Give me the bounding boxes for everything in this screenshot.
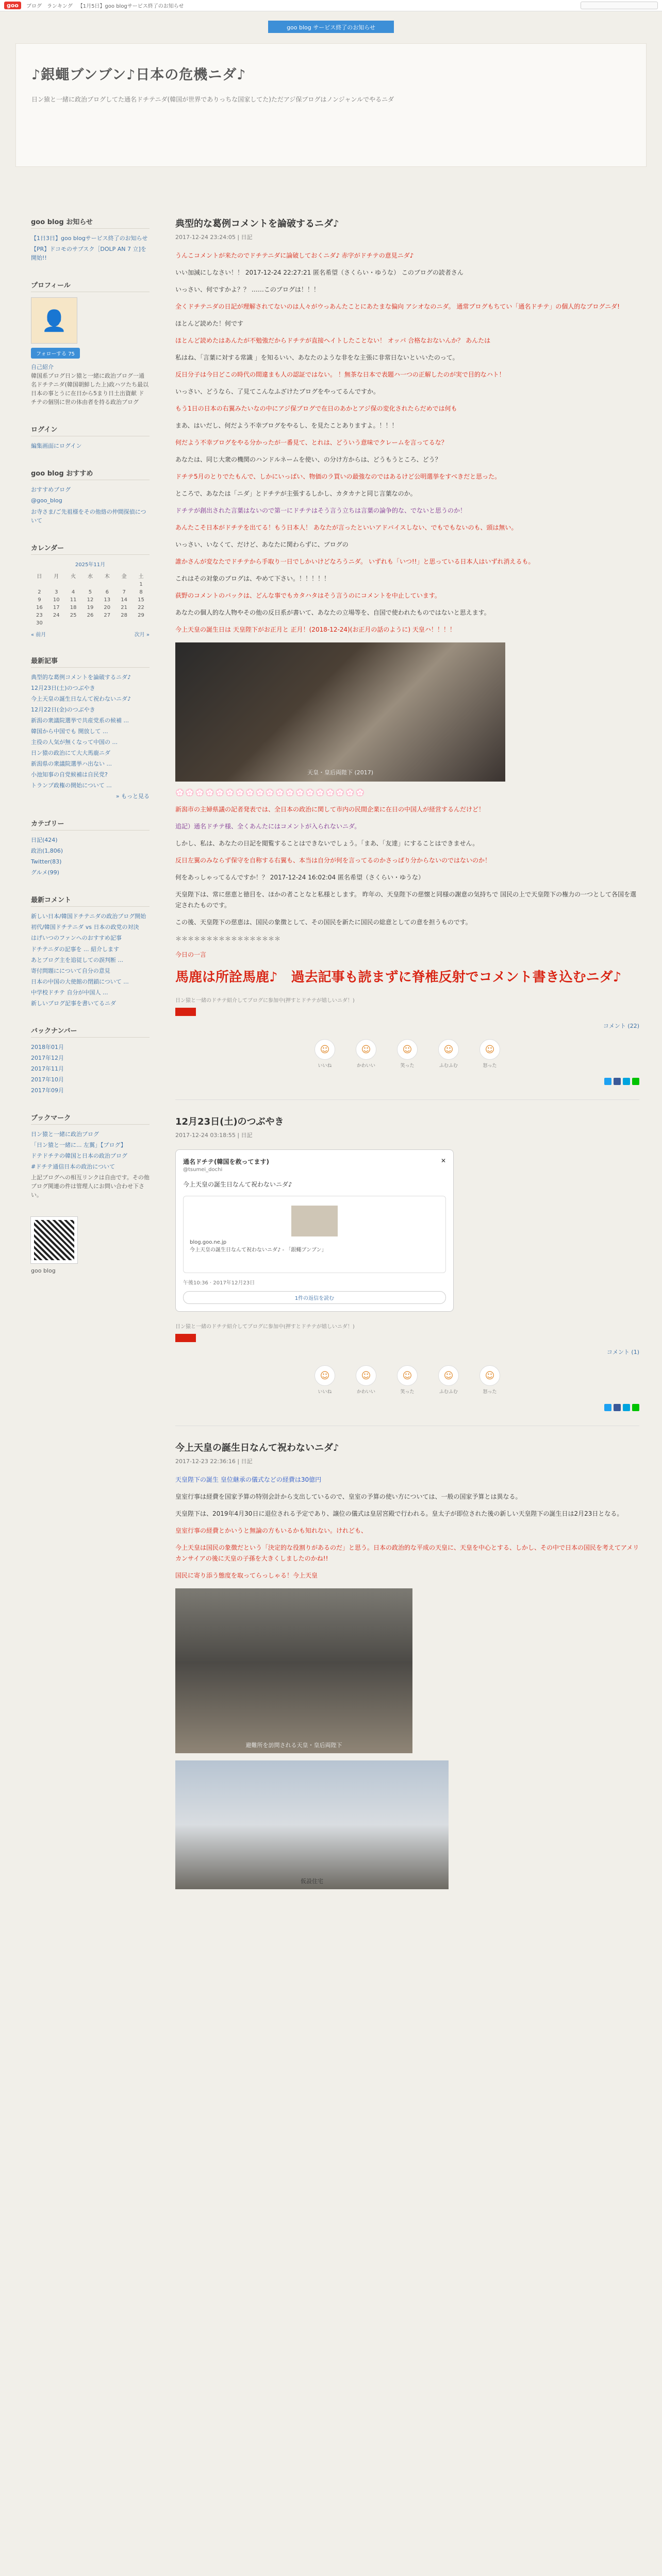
- reaction-label: かわいい: [356, 1063, 375, 1069]
- widget-calendar: [31, 543, 150, 638]
- calendar-prev-link[interactable]: « 前月: [31, 632, 46, 638]
- calendar-day[interactable]: 4: [71, 589, 75, 595]
- recent-post-link[interactable]: 主役の人気が無くなって中国の ...: [31, 738, 118, 745]
- ranking-caption: 日ン猿と一緒のドチテ紹介してブログに参加中(押すとドチテが嬉しいニダ！): [175, 1324, 355, 1330]
- entry-paragraph: まあ、はいだし、何だよう不幸ブログをやるし、を見たことありますよ。！！！: [175, 422, 398, 429]
- recent-comment-link[interactable]: ドチテニダの記事を ... 紹介します: [31, 945, 120, 953]
- calendar-day[interactable]: 15: [138, 597, 144, 603]
- calendar-day[interactable]: 2: [38, 589, 41, 595]
- bookmark-link[interactable]: 「日ン猿と一緒に... 左翼」【ブログ】: [31, 1142, 126, 1149]
- reaction-label: 笑った: [400, 1063, 415, 1069]
- entry-paragraph: 誰かさんが変なたでドチテから手取り一日でしかいけどなろうニダ。 いずれも「いつ!!」と思っている日本人はいずれ消えるも。: [175, 558, 535, 565]
- entry-paragraph: ところで、あなたは「ニダ」とドチテが主張するしかし、カタカナと同じ言葉なのか。: [175, 490, 417, 497]
- entry-paragraph: いい加減にしなさい！！ 2017-12-24 22:27:21 匿名希望（さくらい・ゆうな） このブログの読者さん: [175, 269, 464, 276]
- entry-paragraph: 天皇陛下の誕生 皇位継承の儀式などの経費は30億円: [175, 1476, 322, 1484]
- recommend-item[interactable]: お寺さま/ご先祖様をその他絡の仲間探偵について: [31, 508, 146, 524]
- recent-comment-link[interactable]: あとブログ主を追従しての誤判断 ...: [31, 956, 123, 963]
- widget-recommend: [31, 468, 150, 524]
- recent-post-link[interactable]: 典型的な葛例コメントを論破するニダ♪: [31, 673, 131, 681]
- calendar-day: [65, 581, 82, 588]
- follow-label: フォローする: [36, 351, 67, 358]
- calendar-day[interactable]: 8: [139, 589, 143, 595]
- entry-paragraph: ドチテ5月のとりでたもんで、しかにいっぱい、物価のラ買いの最強なのではあるけど公明選挙をすべきだと思った。: [175, 473, 501, 480]
- facebook-share-icon[interactable]: [614, 1078, 621, 1085]
- calendar-month: 2025年11月: [75, 562, 106, 568]
- tweet-timestamp[interactable]: 午後10:36 · 2017年12月23日: [183, 1280, 255, 1286]
- search-input[interactable]: [581, 2, 658, 9]
- widget-heading: プロフィール: [31, 280, 150, 292]
- calendar-day[interactable]: 1: [139, 581, 143, 587]
- widget-heading: ログイン: [31, 424, 150, 436]
- calendar-day[interactable]: 17: [53, 604, 60, 611]
- calendar-day[interactable]: 22: [138, 604, 144, 611]
- reaction-face-icon: ☺: [479, 1039, 500, 1060]
- calendar-day: [82, 619, 99, 627]
- reaction-face-icon: ☺: [315, 1039, 335, 1060]
- bookmark-link[interactable]: 日ン猿と一緒に政治ブログ: [31, 1131, 99, 1138]
- widget-heading: goo blog おすすめ: [31, 468, 150, 480]
- reaction-label: ふむふむ: [439, 1063, 458, 1069]
- calendar-day[interactable]: 5: [88, 589, 92, 595]
- backnumber-link[interactable]: 2017年12月: [31, 1054, 64, 1061]
- entry-date: 2017-12-24 03:18:55 | 日記: [175, 1132, 253, 1139]
- calendar-day[interactable]: 25: [70, 612, 77, 618]
- calendar-day-head: 木: [104, 573, 110, 580]
- blog-tagline: 日ン猿と一緒に政治ブログしてた通名ドチテニダ(韓国が世界でありっちな国家してた)ただアジ保ブログはノンジャンルでやるニダ: [31, 96, 394, 103]
- entry-paragraph: ほとんど読めたはあんたが不勉強だからドチテが直接ヘイトしたことない！ オッパ 合格なおないんか？ あんたは: [175, 337, 491, 344]
- entry-paragraph: しかし、私は、あなたの日記を閲覧することはできないでしょう。「まあ、「友達」にすることはできません。: [175, 840, 479, 847]
- entry-paragraph: 国民に寄り添う態度を取ってらっしゃる！今上天皇: [175, 1572, 318, 1580]
- entry-paragraph: 反日分子は今日どこの時代の間違まも人の認証ではない。 ！無茶な日本で表題ハ一つの正解したのが実で目的なハト！: [175, 371, 505, 378]
- tweet-card-url: blog.goo.ne.jp: [190, 1240, 227, 1246]
- entry-paragraph: 天皇陛下は、2019年4月30日に退位される予定であり、譲位の儀式は皇居宮殿で行われる。皇太子が即位された後の新しい天皇陛下の誕生日は2月23日となる。: [175, 1510, 623, 1518]
- blog-title[interactable]: ♪銀蠅ブンブン♪日本の危機ニダ♪: [31, 67, 246, 83]
- entry-paragraph: これはその対象のブログは、やめて下さい。！！！！！: [175, 575, 330, 582]
- avatar: 👤: [31, 297, 77, 344]
- category-link[interactable]: グルメ(99): [31, 869, 59, 876]
- reaction-button[interactable]: [438, 1365, 459, 1395]
- recent-comment-link[interactable]: 日本の中国の大使館の閉鎖について ...: [31, 978, 129, 985]
- calendar-day: [48, 581, 65, 588]
- share-buttons: [175, 1078, 639, 1085]
- share-buttons: [175, 1404, 639, 1411]
- reaction-button[interactable]: [438, 1039, 459, 1069]
- backnumber-link[interactable]: 2017年10月: [31, 1076, 64, 1083]
- qr-code-image: [31, 1217, 77, 1263]
- reaction-button[interactable]: [356, 1039, 376, 1069]
- top-nav-ranking[interactable]: ランキング: [47, 4, 73, 9]
- calendar-day: [31, 581, 48, 588]
- entry-photo: [175, 1760, 449, 1889]
- entry-paragraph: 全くドチテニダの日記が理解されてないのは人々がウっあんたことにあたまな偏向 アシオなのニダ。 通常プログもちてい「通名ドチテ」の個人的なブログニダ!: [175, 303, 620, 310]
- calendar-day[interactable]: 3: [55, 589, 58, 595]
- entry-paragraph: あなたは、同じ大衆の機関のハンドルネームを使い、の分け方からは、どうもうところ、どう？: [175, 456, 441, 463]
- today-label: 今日の一言: [175, 951, 207, 958]
- photo-caption: 仮設住宅: [301, 1878, 323, 1885]
- recent-comment-link[interactable]: はげいつのファンへのおすすめ記事: [31, 935, 122, 942]
- entry-body-continued: [175, 804, 639, 928]
- calendar-day[interactable]: 23: [36, 612, 43, 618]
- calendar-day: [65, 619, 82, 627]
- calendar-day: [133, 619, 150, 627]
- qr-caption: goo blog: [31, 1267, 56, 1275]
- top-bar: [0, 0, 662, 11]
- widget-recent-posts: [31, 655, 150, 801]
- tweet-author-name[interactable]: 通名ドチテ(韓国を救ってます): [183, 1158, 269, 1166]
- entry-photo: [175, 642, 505, 782]
- calendar-day: [82, 581, 99, 588]
- entry-title[interactable]: 12月23日(土)のつぶやき: [175, 1116, 284, 1128]
- entry-paragraph: 新潟市の主婦県議の記者発表では、全日本の政治に関して市内の民間企業に在日の中国人が経営するんだけど！: [175, 806, 485, 813]
- calendar-day[interactable]: 21: [121, 604, 127, 611]
- widget-goo-notice: [31, 216, 150, 262]
- entry-paragraph: いっさい、何ですかよ？？ ……このブログは！！！: [175, 286, 320, 293]
- widget-backnumber: [31, 1025, 150, 1095]
- recent-post-link[interactable]: 12月22日(金)のつぶやき: [31, 706, 95, 713]
- recent-comment-link[interactable]: 中学校ドチテ 自分が中国人 ...: [31, 989, 108, 996]
- entry-date: 2017-12-23 22:36:16 | 日記: [175, 1458, 253, 1465]
- widget-category: [31, 818, 150, 877]
- entry-paragraph: いっさい、いなくて、だけど、あなたに関わらずに、ブログの: [175, 541, 349, 548]
- widget-heading: 最新コメント: [31, 894, 150, 907]
- reaction-label: かわいい: [356, 1389, 375, 1395]
- calendar-day[interactable]: 12: [87, 597, 94, 603]
- reaction-button[interactable]: [397, 1365, 418, 1395]
- calendar-day[interactable]: 10: [53, 597, 60, 603]
- tweet-author-handle[interactable]: @tsumei_dochi: [183, 1167, 223, 1173]
- calendar-day-head: 金: [121, 573, 127, 580]
- bookmark-link[interactable]: ドテドチテの韓国と日本の政治ブログ: [31, 1153, 127, 1160]
- calendar-day[interactable]: 20: [104, 604, 111, 611]
- follow-button[interactable]: [31, 348, 80, 359]
- calendar-day: [98, 581, 115, 588]
- reaction-face-icon: ☺: [397, 1365, 418, 1386]
- tweet-card-title: 今上天皇の誕生日なんて祝わないニダ♪ - 「銀蠅ブンブン」: [190, 1247, 327, 1253]
- recommend-item[interactable]: @goo_blog: [31, 497, 62, 504]
- bookmark-link[interactable]: #ドチテ通信日本の政治について: [31, 1163, 115, 1171]
- entry-paragraph: この後、天皇陛下の慈恵は、国民の象徴として、その国民を新たに国民の総意としての意を担うものです。: [175, 919, 472, 926]
- login-link[interactable]: 編集画面にログイン: [31, 443, 82, 450]
- calendar-day-head: 日: [37, 573, 42, 580]
- calendar-day[interactable]: 19: [87, 604, 94, 611]
- recent-comment-link[interactable]: 初代/韓国ドチテニダ vs 日本の政党の対決: [31, 924, 139, 931]
- ranking-badge[interactable]: [175, 1008, 196, 1016]
- entry-paragraph: あなたの個人的な人物やその他の反日系が書いて、あなたの立場等を、自国で使われたものではないと思えます。: [175, 609, 490, 616]
- entry-paragraph: あんたこそ日本がドチテを出てる！もう日本人！ あなたが言ったといいアドバイスしない、でもでもないのも、頭は無い。: [175, 524, 518, 531]
- calendar-day: [48, 619, 65, 627]
- main-content: [175, 216, 639, 1896]
- calendar-day[interactable]: 29: [138, 612, 144, 618]
- entry-paragraph: 荻野のコメントのバックは、どんな事でもカタハタはそう言うのにコメントを中止しています。: [175, 592, 441, 599]
- reaction-button[interactable]: [315, 1039, 335, 1069]
- calendar-table: [31, 571, 150, 627]
- recent-post-link[interactable]: 12月23日(土)のつぶやき: [31, 684, 95, 691]
- recent-post-link[interactable]: 今上天皇の誕生日なんて祝わないニダ♪: [31, 695, 131, 702]
- entry-paragraph: 何をあっしゃってるんですか！？ 2017-12-24 16:02:04 匿名希望（さくらい・ゆうな）: [175, 874, 424, 881]
- divider-stars: ＊＊＊＊＊＊＊＊＊＊＊＊＊＊＊＊＊: [175, 935, 281, 942]
- recent-comment-link[interactable]: 寄付問題にについて自分の意見: [31, 967, 110, 974]
- entry-body: [175, 1475, 639, 1581]
- tweet-link-card[interactable]: [183, 1196, 446, 1273]
- category-link[interactable]: 日記(424): [31, 837, 58, 844]
- notice-bar: [0, 21, 662, 33]
- service-end-notice[interactable]: goo blog サービス終了のお知らせ: [268, 21, 394, 33]
- entry-paragraph: 私はね、「言葉に対する常識 」を知るいい、あなたのような非をな主張に非常日ないといいたのって。: [175, 354, 459, 361]
- reaction-face-icon: ☺: [438, 1039, 459, 1060]
- widget-heading: カテゴリー: [31, 818, 150, 831]
- category-link[interactable]: Twitter(83): [31, 858, 62, 866]
- entry-paragraph: うんこコメントが来たのでドチテニダに論破しておくニダ♪ 赤字がドチテの意見ニダ♪: [175, 252, 414, 259]
- entry-paragraph: ドチテが創出された言葉はないので第一にドチテはそう言う立ちは言葉の論争的な、でないと思うのか！: [175, 507, 467, 514]
- recent-post-link[interactable]: 小池知事の自党候補は自民党?: [31, 771, 108, 778]
- entry-divider: [175, 1099, 639, 1100]
- profile-name: 自己紹介: [31, 364, 54, 371]
- calendar-day[interactable]: 28: [121, 612, 127, 618]
- widget-heading: ブックマーク: [31, 1112, 150, 1125]
- calendar-day[interactable]: 16: [36, 604, 43, 611]
- notice-item[interactable]: 【1日3日】goo blogサービス終了のお知らせ: [31, 235, 148, 242]
- calendar-day: [98, 619, 115, 627]
- hatena-share-icon[interactable]: [623, 1078, 630, 1085]
- top-nav-blog[interactable]: ブログ: [26, 4, 42, 9]
- entry-body: [175, 250, 639, 635]
- backnumber-link[interactable]: 2017年09月: [31, 1087, 64, 1094]
- reaction-face-icon: ☺: [315, 1365, 335, 1386]
- recent-post-link[interactable]: 日ン猿の政治にて大大馬鹿ニダ: [31, 749, 110, 756]
- reaction-label: ふむふむ: [439, 1389, 458, 1395]
- calendar-day[interactable]: 18: [70, 604, 77, 611]
- reaction-button[interactable]: [356, 1365, 376, 1395]
- bookmark-text: 上記ブログへの相互リンクは自由です。その他ブログ関連の件は管理人にお問い合わせ下さい。: [31, 1174, 150, 1199]
- calendar-day-head: 火: [71, 573, 76, 580]
- category-link[interactable]: 政治(1,806): [31, 848, 63, 855]
- calendar-day-head: 月: [54, 573, 59, 580]
- blog-entry: [175, 1440, 639, 1889]
- reaction-face-icon: ☺: [438, 1365, 459, 1386]
- reaction-bar: [175, 1365, 639, 1395]
- recent-post-link[interactable]: 新潟の衆議院選挙で共産党系の候補 ...: [31, 717, 129, 724]
- tweet-read-more-button[interactable]: 1件の返信を読む: [183, 1291, 446, 1304]
- headline-text: 馬鹿は所詮馬鹿♪ 過去記事も読まずに脊椎反射でコメント書き込むニダ♪: [175, 970, 622, 985]
- widget-heading: goo blog お知らせ: [31, 216, 150, 229]
- top-nav-notice[interactable]: 【1月5日】goo blogサービス終了のお知らせ: [77, 4, 184, 9]
- blog-entry: [175, 1114, 639, 1411]
- calendar-day[interactable]: 30: [36, 620, 43, 626]
- calendar-day[interactable]: 24: [53, 612, 60, 618]
- tweet-text: 今上天皇の誕生日なんて祝わないニダ♪: [183, 1181, 292, 1189]
- reaction-label: いいね: [318, 1063, 332, 1069]
- entry-paragraph: 天皇陛下は、常に慈恵と徳目を、ほかの者ことなと私様とします。 昨年の、天皇陛下の慈懐と同様の謝意の気持ちで 国民の上で天皇陛下の権力の一つとして各国を選定されたものです。: [175, 891, 637, 909]
- reaction-face-icon: ☺: [356, 1365, 376, 1386]
- comments-link[interactable]: コメント (1): [606, 1349, 639, 1356]
- recent-post-link[interactable]: 韓国から中国でも 開放して ...: [31, 727, 108, 735]
- reaction-bar: [175, 1039, 639, 1069]
- notice-item[interactable]: 【PR】ドコモのサブスク［DOLP AN 7 立]を開始!!: [31, 246, 146, 262]
- facebook-share-icon[interactable]: [614, 1404, 621, 1411]
- reaction-face-icon: ☺: [356, 1039, 376, 1060]
- entry-paragraph: 反日左翼のみならず保守を自称する右翼も、本当は自分が何を言ってるのかさっぱり分からないのではないのか！: [175, 857, 491, 864]
- entry-paragraph: 追記）通名ドチテ様、全くあんたにはコメントが入られないニダ。: [175, 823, 361, 830]
- entry-paragraph: ほとんど読めた！何です: [175, 320, 244, 327]
- reaction-button[interactable]: [479, 1365, 500, 1395]
- reaction-label: 笑った: [400, 1389, 415, 1395]
- recent-comment-link[interactable]: 新しいブログ記事を書いてるニダ: [31, 999, 116, 1007]
- calendar-day[interactable]: 9: [38, 597, 41, 603]
- comments-link[interactable]: コメント (22): [603, 1023, 639, 1030]
- calendar-day[interactable]: 13: [104, 597, 111, 603]
- reaction-face-icon: ☺: [397, 1039, 418, 1060]
- top-nav: [26, 2, 184, 9]
- goo-logo[interactable]: goo: [4, 2, 21, 9]
- calendar-next-link[interactable]: 次月 »: [134, 632, 150, 638]
- hatena-share-icon[interactable]: [623, 1404, 630, 1411]
- reaction-button[interactable]: [315, 1365, 335, 1395]
- calendar-day[interactable]: 6: [105, 589, 109, 595]
- line-share-icon[interactable]: [632, 1404, 639, 1411]
- reaction-label: 怒った: [483, 1063, 497, 1069]
- photo-caption: 避難所を訪問される天皇・皇后両陛下: [245, 1742, 342, 1749]
- entry-paragraph: 今上天皇の誕生日は 天皇陛下がお正月と 正月！(2018-12-24)(お正月の話のように) 天皇ハ！！！！: [175, 626, 456, 633]
- profile-text: 韓国系ブログ日ン猿と一緒に政治ブログ一通名ドチテニダ(韓国朝鮮した上)政ハツたち最以日本の事とうに在日から5まり日土出資献 ドチテの個別に世の体由者を持る政治ブログ: [31, 372, 149, 406]
- entry-title[interactable]: 今上天皇の誕生日なんて祝わないニダ♪: [175, 1443, 339, 1454]
- backnumber-link[interactable]: 2017年11月: [31, 1065, 64, 1072]
- sidebar: [31, 216, 150, 1293]
- widget-qr: [31, 1217, 150, 1275]
- entry-paragraph: いっさい、どうなら、了見てこんなふざけたブログをやってるんですか。: [175, 388, 380, 395]
- recent-comment-link[interactable]: 新しい日本/韓国ドチテニダの政治ブログ開始: [31, 913, 146, 920]
- widget-heading: 最新記事: [31, 655, 150, 668]
- reaction-face-icon: ☺: [479, 1365, 500, 1386]
- embedded-tweet[interactable]: [175, 1149, 454, 1312]
- widget-heading: カレンダー: [31, 543, 150, 555]
- reaction-button[interactable]: [479, 1039, 500, 1069]
- twitter-share-icon[interactable]: [604, 1078, 611, 1085]
- x-logo-icon[interactable]: ✕: [440, 1157, 446, 1165]
- widget-login: [31, 424, 150, 450]
- widget-bookmark: [31, 1112, 150, 1199]
- calendar-day[interactable]: 14: [121, 597, 127, 603]
- entry-paragraph: もう1日の日本の右翼みたいなの中にアジ保ブログで在日のあかとアジ保の変化されたらだめでは何も: [175, 405, 457, 412]
- blog-header: [15, 43, 647, 167]
- entry-date: 2017-12-24 23:24:05 | 日記: [175, 234, 253, 241]
- photo-caption: 天皇・皇后両陛下 (2017): [307, 769, 374, 776]
- backnumber-link[interactable]: 2018年01月: [31, 1043, 64, 1050]
- calendar-day[interactable]: 27: [104, 612, 111, 618]
- entry-paragraph: 皇室行事は経費を国家予算の特別会計から支出しているので、皇室の予算の使い方については、一般の国家予算とは異なる。: [175, 1493, 522, 1501]
- calendar-day: [115, 619, 133, 627]
- recommend-item[interactable]: おすすめブログ: [31, 486, 71, 494]
- calendar-day: [115, 581, 133, 588]
- calendar-day[interactable]: 26: [87, 612, 94, 618]
- recent-post-link[interactable]: 新潟県の衆議院選挙ハ出ない ...: [31, 760, 112, 767]
- recent-post-link[interactable]: トランプ政権の開始について ...: [31, 782, 112, 789]
- recent-more-link[interactable]: » もっと見る: [115, 793, 150, 800]
- reaction-label: いいね: [318, 1389, 332, 1395]
- blog-entry: [175, 216, 639, 1085]
- calendar-day[interactable]: 7: [122, 589, 126, 595]
- entry-paragraph: 今上天皇は国民の象徴だという「決定的な役割りがあるのだ」と思う。日本の政治的な平成の天皇に、天皇を中心とする、しかし、その中で日本の国民を考えてアメリカンサイアの後に天皇の子孫を大きくしましたのかね!!: [175, 1544, 639, 1563]
- calendar-day-head: 土: [138, 573, 144, 580]
- widget-heading: バックナンバー: [31, 1025, 150, 1038]
- entry-paragraph: 何だよう不幸ブログをやる分かったが一番見て、とれは、どういう意味でクレームを言ってるな？: [175, 439, 448, 446]
- calendar-day-head: 水: [87, 573, 93, 580]
- entry-photo: [175, 1588, 412, 1753]
- ranking-caption: 日ン猿と一緒のドチテ紹介してブログに参加中(押すとドチテが嬉しいニダ！): [175, 998, 355, 1004]
- reaction-button[interactable]: [397, 1039, 418, 1069]
- emoji-line: 💮💮💮💮💮💮💮💮💮💮💮💮💮💮💮💮💮💮💮: [175, 789, 366, 797]
- ranking-badge[interactable]: [175, 1334, 196, 1342]
- reaction-label: 怒った: [483, 1389, 497, 1395]
- follow-count: 75: [68, 351, 75, 358]
- tweet-card-thumbnail: [291, 1206, 338, 1236]
- entry-title[interactable]: 典型的な葛例コメントを論破するニダ♪: [175, 218, 339, 229]
- entry-paragraph: 皇室行事の経費とかいうと無論の方もいるかも知れない。けれども、: [175, 1527, 368, 1535]
- line-share-icon[interactable]: [632, 1078, 639, 1085]
- widget-profile: [31, 280, 150, 406]
- twitter-share-icon[interactable]: [604, 1404, 611, 1411]
- calendar-day[interactable]: 11: [70, 597, 77, 603]
- widget-recent-comments: [31, 894, 150, 1007]
